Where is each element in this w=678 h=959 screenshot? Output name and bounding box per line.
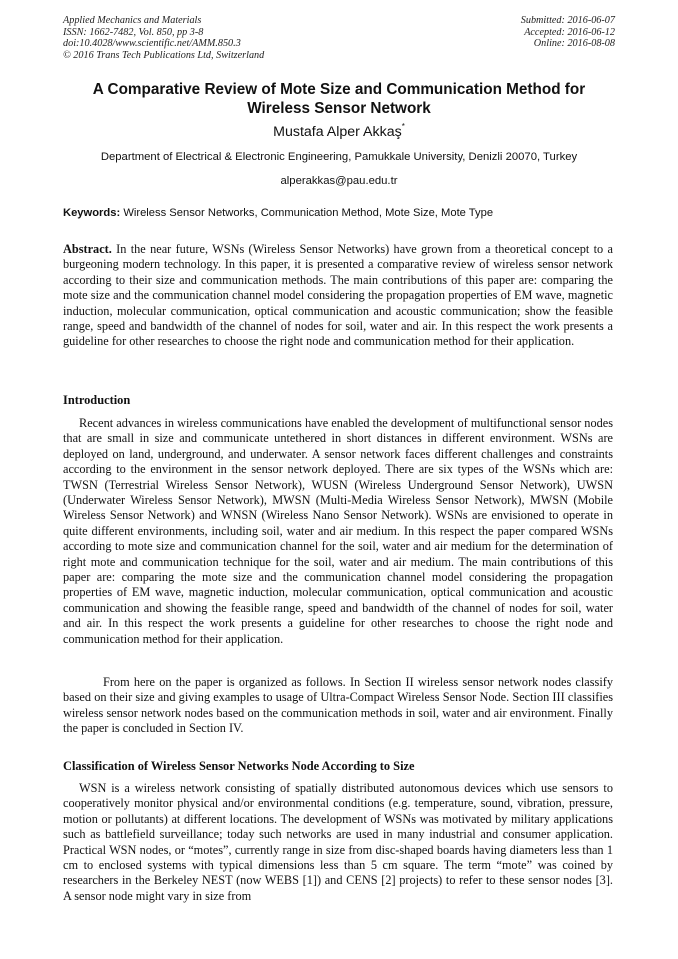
doi-line: doi:10.4028/www.scientific.net/AMM.850.3: [63, 38, 241, 50]
author-email: alperakkas@pau.edu.tr: [280, 175, 398, 187]
keywords-line: [63, 207, 623, 219]
affiliation: Department of Electrical & Electronic Engineering, Pamukkale University, Denizli 20070, Turkey: [100, 151, 578, 163]
journal-name: Applied Mechanics and Materials: [63, 15, 202, 26]
accepted-date: Accepted: 2016-06-12: [524, 26, 615, 38]
author-name: Mustafa Alper Akkaş: [273, 124, 402, 140]
author-line: [60, 124, 618, 140]
publication-dates: [521, 15, 615, 50]
introduction-heading: Introduction: [63, 393, 131, 407]
classification-heading: Classification of Wireless Sensor Networks Node According to Size: [63, 759, 415, 773]
paper-title: A Comparative Review of Mote Size and Communication Method for Wireless Sensor Network: [92, 81, 586, 117]
introduction-paragraph-1: Recent advances in wireless communications have enabled the development of multifunctional sensor nodes that are small in size and communicate untethered in short distances in different environment. WSNs are deployed on land, underground, and underwater. A sensor network faces different challenges and constraints according to the environment in the sensor network deployed. There are six types of the WSNs which are: TWSN (Terrestrial Wireless Sensor Network), WUSN (Wireless Underground Sensor Network), UWSN (Underwater Wireless Sensor Network), MWSN (Multi-Media Wireless Sensor Network), MWSN (Mobile Wireless Sensor Network) and WNSN (Wireless Nano Sensor Network). WSNs are envisioned to operate in quite different environments, including soil, water and air medium. In this respect the paper compared WSNs according to mote size and communication channel for the soil, water and air medium for the determination of right mote and communication technique for the soil, water and air medium. The main contributions of this paper are: comparing the mote size and the communication channel model considering the propagation properties of EM wave, magnetic induction, molecular communication, optical communication and acoustic communication and showing the feasible range, speed and bandwidth of the channel of nodes for soil, water and air. In this respect the work presents a guideline for other researches to choose the right node and communication method for their application.: [63, 416, 613, 646]
introduction-paragraph-2: From here on the paper is organized as follows. In Section II wireless sensor network nodes classify based on their size and giving examples to usage of Ultra-Compact Wireless Sensor Node. Section III classifies wireless sensor network nodes based on the communication methods in soil, water and air environment. Finally the paper is concluded in Section IV.: [63, 675, 613, 736]
copyright-line: © 2016 Trans Tech Publications Ltd, Switzerland: [63, 49, 265, 61]
issn-line: ISSN: 1662-7482, Vol. 850, pp 3-8: [63, 26, 204, 38]
online-date: Online: 2016-08-08: [533, 38, 615, 50]
keywords-label: Keywords:: [63, 207, 121, 219]
keywords-text: Wireless Sensor Networks, Communication Method, Mote Size, Mote Type: [123, 207, 494, 219]
submitted-date: Submitted: 2016-06-07: [520, 15, 615, 26]
abstract-text: In the near future, WSNs (Wireless Sensor Networks) have grown from a theoretical concept to a burgeoning modern technology. In this paper, it is presented a comparative review of wireless sensor network according to their size and communication methods. The main contributions of this paper are: comparing the mote size and the communication channel model considering the propagation properties of EM wave, magnetic induction, molecular communication, optical communication and acoustic communication; show the feasible range, speed and bandwidth of the channel of nodes for soil, water and air. In this respect the work presents a guideline for other researches to choose the right node and communication method for their application.: [63, 242, 613, 349]
abstract: [63, 242, 613, 350]
classification-paragraph-1: WSN is a wireless network consisting of spatially distributed autonomous devices which use sensors to cooperatively monitor physical and/or environmental conditions (e.g. temperature, sound, vibration, pressure, motion or pollutants) at different locations. The development of WSNs was motivated by military applications such as battlefield surveillance; today such networks are used in many industrial and consumer application. Practical WSN nodes, or “motes”, currently range in size from disc-shaped boards having diameters less than 1 cm to enclosed systems with typical dimensions less than 5 cm square. The term “mote” was coined by researchers in the Berkeley NEST (now WEBS [1]) and CENS [2] projects) to refer to these sensor nodes [3]. A sensor node might vary in size from: [63, 781, 613, 903]
abstract-label: Abstract.: [63, 242, 112, 256]
corresponding-mark: *: [401, 122, 405, 131]
publication-info: [63, 15, 264, 61]
